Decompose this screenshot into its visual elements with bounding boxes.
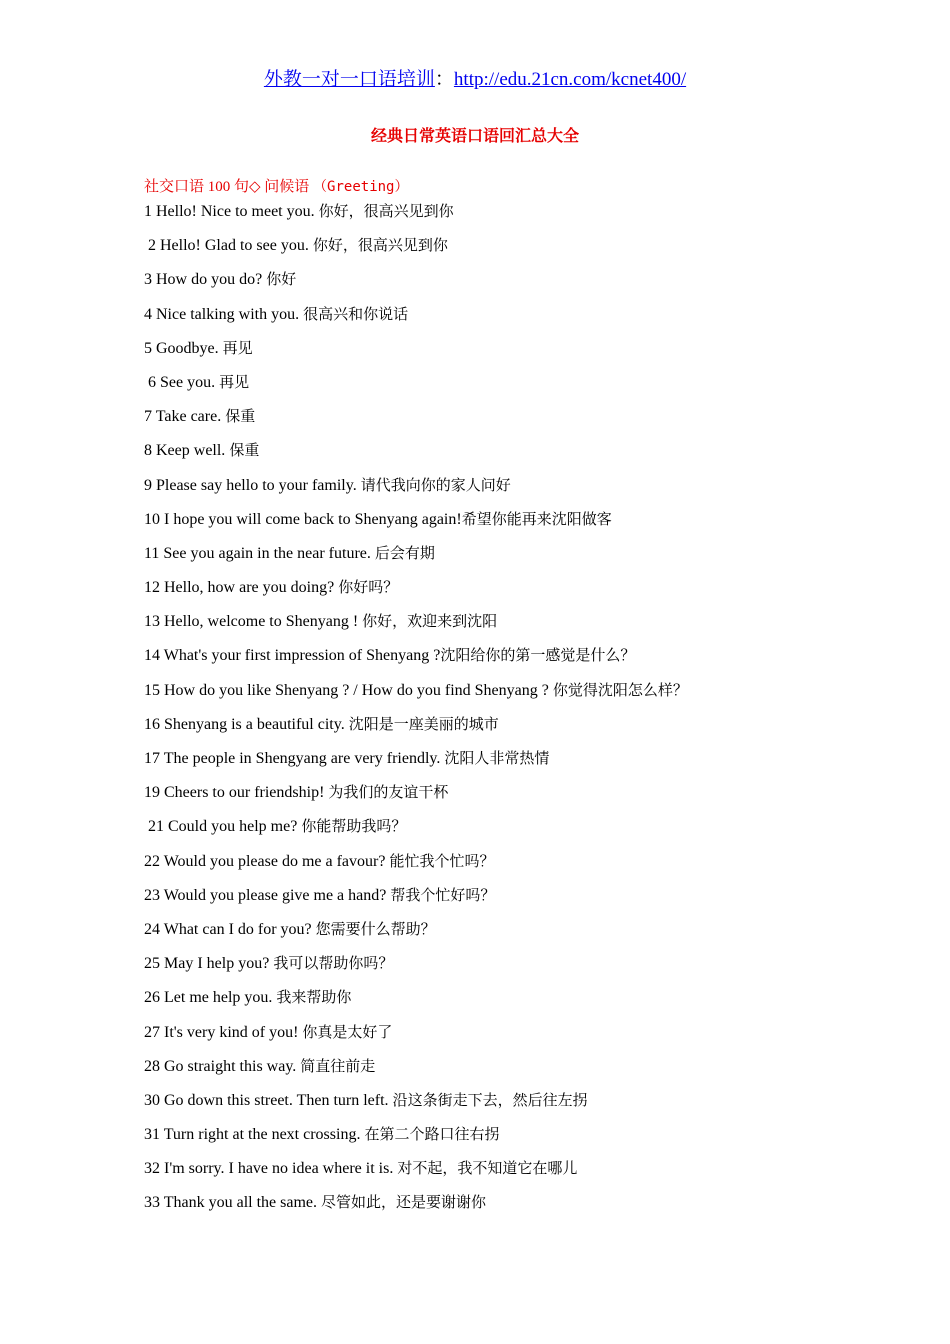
phrase-chinese: 对不起，我不知道它在哪儿: [397, 1159, 578, 1178]
phrase-english: 32 I'm sorry. I have no idea where it is.: [144, 1160, 398, 1178]
phrase-chinese: 你觉得沈阳怎么样？: [552, 680, 688, 699]
phrase-english: 7 Take care.: [144, 408, 226, 426]
phrase-item: [144, 779, 904, 813]
phrase-english: 26 Let me help you.: [144, 989, 277, 1007]
phrase-chinese: 你真是太好了: [302, 1022, 393, 1041]
phrase-chinese: 能忙我个忙吗？: [389, 851, 495, 870]
phrase-chinese: 再见: [219, 372, 250, 391]
phrase-english: 5 Goodbye.: [144, 339, 223, 357]
phrase-chinese: 你好: [266, 270, 297, 289]
phrase-chinese: 保重: [225, 407, 256, 426]
phrase-item: [144, 540, 904, 574]
phrase-item: [144, 950, 904, 984]
phrase-english: 17 The people in Shengyang are very friendly.: [144, 750, 445, 767]
section-heading: [144, 175, 408, 199]
phrase-item: [144, 1019, 904, 1053]
phrase-english: 2 Hello! Glad to see you.: [144, 237, 313, 255]
phrase-item: [144, 403, 904, 437]
phrase-item: [144, 198, 904, 232]
phrase-english: 11 See you again in the near future.: [144, 544, 375, 562]
phrase-chinese: 你能帮助我吗？: [301, 817, 407, 836]
phrase-item: [144, 1155, 904, 1189]
phrase-english: 21 Could you help me?: [144, 818, 302, 836]
phrase-item: [144, 1189, 904, 1223]
phrase-item: [144, 984, 904, 1018]
phrase-chinese: 你好，很高兴见到你: [318, 202, 454, 220]
phrase-chinese: 你好吗？: [338, 578, 399, 597]
phrase-english: 22 Would you please do me a favour?: [144, 852, 390, 870]
phrase-english: 33 Thank you all the same.: [144, 1194, 321, 1212]
phrase-english: 31 Turn right at the next crossing.: [144, 1126, 365, 1144]
phrase-english: 23 Would you please give me a hand?: [144, 886, 391, 904]
phrase-item: [144, 1087, 904, 1121]
phrase-chinese: 很高兴和你说话: [303, 304, 409, 323]
phrase-english: 4 Nice talking with you.: [144, 305, 304, 323]
phrase-chinese: 沈阳是一座美丽的城市: [348, 714, 499, 733]
phrase-english: 1 Hello! Nice to meet you.: [144, 203, 319, 220]
phrase-chinese: 帮我个忙好吗？: [390, 885, 496, 904]
phrase-chinese: 沈阳给你的第一感觉是什么？: [440, 646, 636, 665]
phrase-chinese: 沿这条街走下去，然后往左拐: [392, 1090, 588, 1109]
page-header: [0, 66, 950, 94]
phrase-chinese: 为我们的友谊干杯: [328, 783, 449, 802]
phrase-item: [144, 266, 904, 300]
phrase-english: 6 See you.: [144, 373, 220, 391]
phrase-english: 30 Go down this street. Then turn left.: [144, 1091, 393, 1109]
phrase-item: [144, 608, 904, 642]
section-heading-text: 社交口语 100 句◇ 问候语: [144, 179, 314, 195]
phrase-chinese: 我可以帮助你吗？: [273, 954, 394, 973]
phrase-chinese: 再见: [222, 338, 253, 357]
phrase-chinese: 在第二个路口往右拐: [364, 1125, 500, 1144]
phrase-chinese: 您需要什么帮助？: [315, 919, 436, 938]
phrase-english: 15 How do you like Shenyang ? / How do you find Shenyang ?: [144, 681, 553, 699]
phrase-item: [144, 335, 904, 369]
phrase-item: [144, 882, 904, 916]
phrase-english: 13 Hello, welcome to Shenyang !: [144, 613, 363, 631]
phrase-chinese: 你好，很高兴见到你: [312, 236, 448, 255]
phrase-english: 8 Keep well.: [144, 442, 230, 460]
phrase-chinese: 希望你能再来沈阳做客: [461, 509, 612, 528]
phrase-item: [144, 506, 904, 540]
phrase-english: 19 Cheers to our friendship!: [144, 784, 329, 802]
header-separator: ：: [434, 69, 454, 90]
phrase-chinese: 简直往前走: [300, 1056, 376, 1075]
phrase-item: [144, 711, 904, 745]
phrase-english: 9 Please say hello to your family.: [144, 476, 361, 494]
phrase-english: 25 May I help you?: [144, 955, 274, 973]
phrase-item: [144, 369, 904, 403]
phrase-english: 24 What can I do for you?: [144, 920, 316, 938]
phrase-item: [144, 232, 904, 266]
phrase-english: 28 Go straight this way.: [144, 1057, 301, 1075]
phrase-item: [144, 1053, 904, 1087]
phrase-english: 16 Shenyang is a beautiful city.: [144, 715, 349, 733]
phrase-list: [144, 198, 904, 1224]
phrase-english: 14 What's your first impression of Shenyang ?: [144, 647, 441, 665]
phrase-english: 12 Hello, how are you doing?: [144, 579, 339, 597]
phrase-item: [144, 813, 904, 847]
phrase-chinese: 保重: [229, 441, 260, 460]
phrase-item: [144, 437, 904, 471]
phrase-item: [144, 1121, 904, 1155]
phrase-chinese: 沈阳人非常热情: [444, 749, 550, 767]
phrase-chinese: 我来帮助你: [276, 988, 352, 1007]
phrase-chinese: 你好，欢迎来到沈阳: [362, 612, 498, 631]
phrase-item: [144, 677, 904, 711]
phrase-english: 3 How do you do?: [144, 271, 267, 289]
section-heading-english: （Greeting）: [313, 179, 409, 195]
phrase-item: [144, 642, 904, 676]
training-link[interactable]: 外教一对一口语培训: [263, 69, 435, 90]
phrase-item: [144, 745, 904, 779]
phrase-chinese: 请代我向你的家人问好: [360, 475, 511, 494]
phrase-item: [144, 301, 904, 335]
phrase-english: 10 I hope you will come back to Shenyang again!: [144, 510, 462, 528]
document-title: 经典日常英语口语回汇总大全: [370, 128, 579, 145]
phrase-chinese: 尽管如此，还是要谢谢你: [321, 1193, 487, 1212]
phrase-item: [144, 472, 904, 506]
phrase-chinese: 后会有期: [374, 543, 435, 562]
phrase-item: [144, 574, 904, 608]
phrase-item: [144, 916, 904, 950]
phrase-item: [144, 848, 904, 882]
url-link[interactable]: http://edu.21cn.com/kcnet400/: [453, 69, 687, 90]
phrase-english: 27 It's very kind of you!: [144, 1023, 303, 1041]
